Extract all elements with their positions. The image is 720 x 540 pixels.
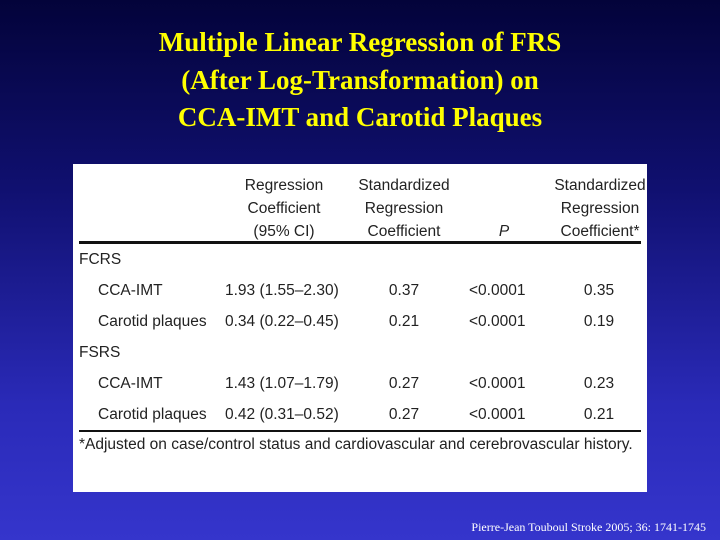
p-value: <0.0001 (469, 406, 526, 423)
p-value: <0.0001 (469, 313, 526, 330)
p-value: <0.0001 (469, 375, 526, 392)
citation: Pierre-Jean Touboul Stroke 2005; 36: 1741-1745 (471, 520, 706, 534)
p-value: <0.0001 (469, 282, 526, 299)
regression-table (73, 164, 647, 492)
standardized-adjusted-coefficient: 0.35 (583, 282, 615, 299)
row-label: CCA-IMT (98, 375, 163, 392)
title-line-2: (After Log-Transformation) on (181, 64, 539, 95)
row-label: Carotid plaques (98, 406, 207, 423)
table-row (79, 306, 641, 337)
regression-coefficient: 1.93 (1.55–2.30) (225, 282, 339, 299)
group-label: FSRS (79, 344, 121, 361)
row-label: Carotid plaques (98, 313, 207, 330)
standardized-adjusted-coefficient: 0.19 (583, 313, 615, 330)
table-row (79, 275, 641, 306)
regression-coefficient: 0.34 (0.22–0.45) (225, 313, 339, 330)
standardized-coefficient: 0.21 (388, 313, 420, 330)
standardized-adjusted-coefficient: 0.21 (583, 406, 615, 423)
group-row-fsrs (79, 337, 641, 368)
title-line-3: CCA-IMT and Carotid Plaques (177, 102, 543, 132)
regression-coefficient: 1.43 (1.07–1.79) (225, 375, 339, 392)
standardized-coefficient: 0.37 (388, 282, 420, 299)
group-label: FCRS (79, 251, 122, 268)
header-regression-coefficient: Regression Coefficient (95% CI) (244, 177, 324, 240)
standardized-coefficient: 0.27 (388, 406, 420, 423)
header-p: P (498, 223, 510, 240)
regression-coefficient: 0.42 (0.31–0.52) (225, 406, 339, 423)
slide-title (0, 24, 720, 137)
header-standardized-coefficient: Standardized Regression Coefficient (358, 177, 450, 240)
group-row-fcrs (79, 244, 641, 275)
table-footnote: *Adjusted on case/control status and cardiovascular and cerebrovascular history. (79, 436, 633, 453)
row-label: CCA-IMT (98, 282, 163, 299)
standardized-coefficient: 0.27 (388, 375, 420, 392)
table-header (79, 164, 646, 241)
title-line-1: Multiple Linear Regression of FRS (158, 27, 562, 57)
table-row (79, 368, 641, 399)
standardized-adjusted-coefficient: 0.23 (583, 375, 615, 392)
header-standardized-adjusted: Standardized Regression Coefficient* (554, 177, 646, 240)
table-row (79, 399, 641, 430)
